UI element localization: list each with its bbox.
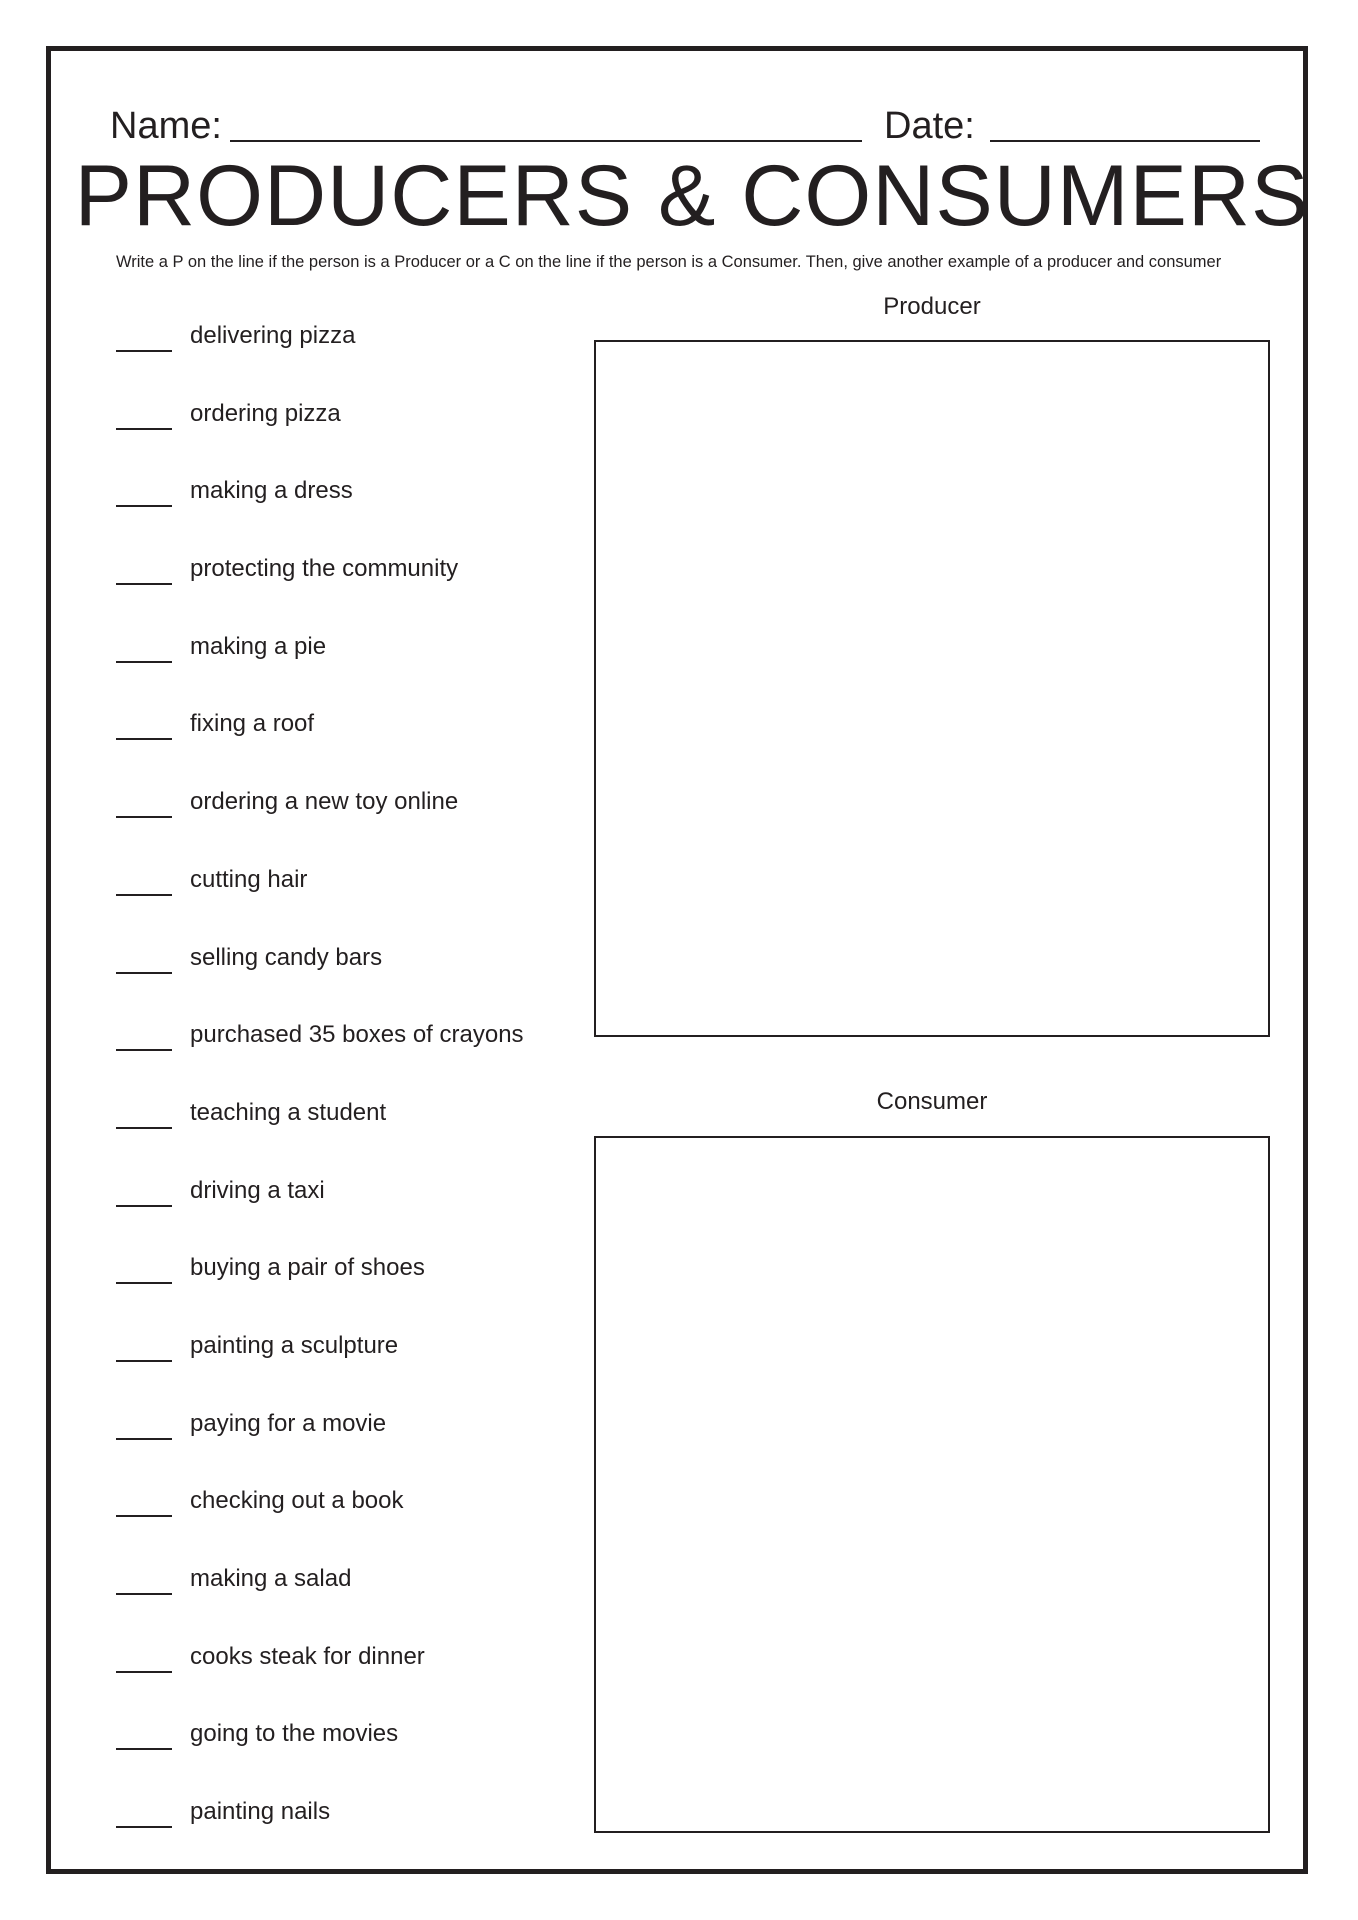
producer-label: Producer [883,293,981,320]
activity-label: driving a taxi [190,1176,325,1204]
answer-blank[interactable] [116,1722,172,1750]
activity-label: fixing a roof [190,710,315,738]
activity-label: purchased 35 boxes of crayons [190,1021,524,1049]
name-label: Name: [110,105,222,147]
answer-blank[interactable] [116,1489,172,1517]
list-item [116,1722,524,1800]
producer-answer-box[interactable] [594,340,1270,1037]
answer-blank[interactable] [116,790,172,818]
list-item [116,1642,524,1723]
answer-blank[interactable] [116,635,172,663]
answer-blank[interactable] [116,1800,172,1828]
answer-blank[interactable] [116,868,172,896]
answer-blank[interactable] [116,1023,172,1051]
activity-label: delivering pizza [190,322,356,349]
answer-blank[interactable] [116,1179,172,1207]
activity-label: making a dress [190,477,353,505]
answer-blank[interactable] [116,402,172,430]
activity-list [116,324,524,1878]
answer-blank[interactable] [116,946,172,974]
list-item [116,1098,524,1179]
activity-label: selling candy bars [190,943,383,971]
list-item [116,479,524,557]
date-field[interactable] [990,140,1260,142]
date-label: Date: [884,105,975,147]
answer-blank[interactable] [116,1334,172,1362]
answer-blank[interactable] [116,1412,172,1440]
activity-label: buying a pair of shoes [190,1254,425,1282]
answer-blank[interactable] [116,1567,172,1595]
answer-blank[interactable] [116,712,172,740]
activity-label: going to the movies [190,1720,399,1748]
activity-label: painting a sculpture [190,1331,399,1359]
activity-label: painting nails [190,1798,331,1826]
list-item [116,1567,524,1645]
list-item [116,632,524,713]
activity-label: making a salad [190,1565,352,1592]
list-item [116,790,524,868]
list-item [116,1176,524,1257]
list-item [116,943,524,1024]
name-field[interactable] [230,140,862,142]
list-item [116,1331,524,1412]
answer-blank[interactable] [116,1645,172,1673]
activity-label: paying for a movie [190,1409,387,1437]
consumer-label: Consumer [876,1088,988,1115]
activity-label: cutting hair [190,865,308,893]
answer-blank[interactable] [116,324,172,352]
list-item [116,1256,524,1334]
list-item [116,324,524,402]
activity-label: checking out a book [190,1487,404,1515]
answer-blank[interactable] [116,479,172,507]
answer-blank[interactable] [116,557,172,585]
activity-label: making a pie [190,632,327,660]
activity-label: ordering a new toy online [190,788,459,816]
list-item [116,1409,524,1490]
answer-blank[interactable] [116,1101,172,1129]
page-title: PRODUCERS & CONSUMERS [74,148,1310,244]
activity-label: ordering pizza [190,399,341,427]
list-item [116,865,524,946]
list-item [116,557,524,635]
instructions-text: Write a P on the line if the person is a Producer or a C on the line if the person is a Consumer. Then, give another example of a producer and consumer [116,253,1222,271]
answer-blank[interactable] [116,1256,172,1284]
consumer-answer-box[interactable] [594,1136,1270,1833]
list-item [116,1800,524,1878]
activity-label: protecting the community [190,555,459,583]
activity-label: teaching a student [190,1098,387,1126]
list-item [116,399,524,480]
list-item [116,1489,524,1567]
list-item [116,712,524,790]
activity-label: cooks steak for dinner [190,1642,425,1670]
list-item [116,1023,524,1101]
